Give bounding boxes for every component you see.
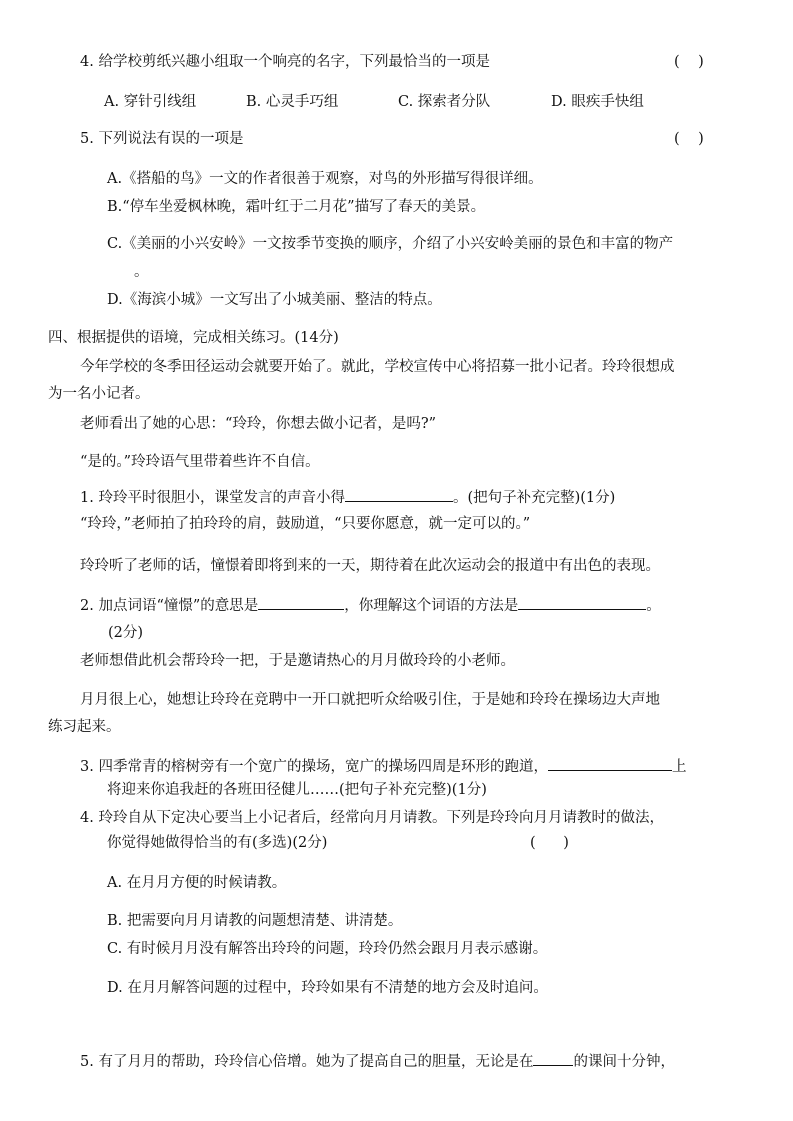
q5-stem: 5. 下列说法有误的一项是 [80, 131, 244, 147]
q4-option-c: C. 探索者分队 [398, 94, 491, 110]
context-paragraph-2: 老师看出了她的心思：“玲玲，你想去做小记者，是吗?” [80, 416, 437, 432]
context-paragraph-4: “玲玲，”老师拍了拍玲玲的肩，鼓励道，“只要你愿意，就一定可以的。” [80, 516, 531, 532]
sub-question-1-text: 1. 玲玲平时很胆小，课堂发言的声音小得 [80, 490, 345, 506]
q4-answer-paren[interactable]: ( ) [674, 54, 704, 70]
sub-question-3 [80, 756, 686, 777]
sub-question-4-option-b: B. 把需要向月月请教的问题想清楚、讲清楚。 [107, 913, 403, 929]
sub-question-4-option-c: C. 有时候月月没有解答出玲玲的问题，玲玲仍然会跟月月表示感谢。 [107, 941, 548, 957]
sub-question-2-text: 2. 加点词语“憧憬”的意思是 [80, 598, 259, 614]
sub-question-4-option-a: A. 在月月方便的时候请教。 [107, 875, 287, 891]
q5-option-a: A.《搭船的鸟》一文的作者很善于观察，对鸟的外形描写得很详细。 [107, 171, 543, 187]
context-paragraph-1: 今年学校的冬季田径运动会就要开始了。就此，学校宣传中心将招募一批小记者。玲玲很想成 [80, 359, 675, 375]
q5-answer-paren[interactable]: ( ) [674, 131, 704, 147]
sub-question-2-blank-2[interactable] [518, 595, 646, 610]
q5-option-b: B.“停车坐爱枫林晚，霜叶红于二月花”描写了春天的美景。 [107, 199, 486, 215]
sub-question-2-score: (2分) [108, 625, 144, 641]
sub-question-5-text: 5. 有了月月的帮助，玲玲信心倍增。她为了提高自己的胆量，无论是在 [80, 1054, 534, 1070]
context-paragraph-7-cont: 练习起来。 [48, 719, 121, 735]
sub-question-5-tail: 的课间十分钟， [573, 1054, 675, 1070]
sub-question-4: 4. 玲玲自从下定决心要当上小记者后，经常向月月请教。下列是玲玲向月月请教时的做法， [80, 810, 664, 826]
sub-question-5 [80, 1051, 675, 1072]
q5-option-d: D.《海滨小城》一文写出了小城美丽、整洁的特点。 [107, 292, 442, 308]
sub-question-5-blank[interactable] [533, 1051, 573, 1066]
sub-question-2-tail: 。 [646, 598, 661, 614]
sub-question-4-cont: 你觉得她做得恰当的有(多选)(2分) [107, 835, 328, 851]
context-paragraph-3: “是的。”玲玲语气里带着些许不自信。 [80, 454, 320, 470]
sub-question-4-answer-paren[interactable]: ( ) [530, 835, 569, 851]
sub-question-3-tail: 上 [671, 759, 687, 775]
context-paragraph-5: 玲玲听了老师的话，憧憬着即将到来的一天，期待着在此次运动会的报道中有出色的表现。 [80, 558, 660, 574]
q4-option-d: D. 眼疾手快组 [551, 94, 644, 110]
sub-question-4-option-d: D. 在月月解答问题的过程中，玲玲如果有不清楚的地方会及时追问。 [107, 980, 548, 996]
context-paragraph-1-cont: 为一名小记者。 [48, 386, 150, 402]
sub-question-2-mid: ，你理解这个词语的方法是 [344, 598, 519, 614]
context-paragraph-7: 月月很上心，她想让玲玲在竞聘中一开口就把听众给吸引住，于是她和玲玲在操场边大声地 [80, 692, 660, 708]
q5-option-c: C.《美丽的小兴安岭》一文按季节变换的顺序，介绍了小兴安岭美丽的景色和丰富的物产 [107, 236, 674, 252]
section-heading: 四、根据提供的语境，完成相关练习。(14分) [48, 330, 339, 346]
q4-option-b: B. 心灵手巧组 [246, 94, 339, 110]
sub-question-2-blank-1[interactable] [258, 595, 344, 610]
sub-question-2 [80, 595, 661, 616]
sub-question-1-tail: 。(把句子补充完整)(1分) [452, 490, 616, 506]
context-paragraph-6: 老师想借此机会帮玲玲一把，于是邀请热心的月月做玲玲的小老师。 [80, 653, 515, 669]
sub-question-3-text: 3. 四季常青的榕树旁有一个宽广的操场，宽广的操场四周是环形的跑道， [80, 759, 548, 775]
sub-question-1 [80, 487, 615, 508]
q4-stem: 4. 给学校剪纸兴趣小组取一个响亮的名字，下列最恰当的一项是 [80, 54, 490, 70]
sub-question-1-blank[interactable] [345, 487, 453, 502]
q4-option-a: A. 穿针引线组 [104, 94, 197, 110]
q5-option-c-end: 。 [134, 264, 149, 280]
sub-question-3-blank[interactable] [548, 756, 672, 771]
sub-question-3-cont: 将迎来你追我赶的各班田径健儿……(把句子补充完整)(1分) [107, 782, 487, 798]
